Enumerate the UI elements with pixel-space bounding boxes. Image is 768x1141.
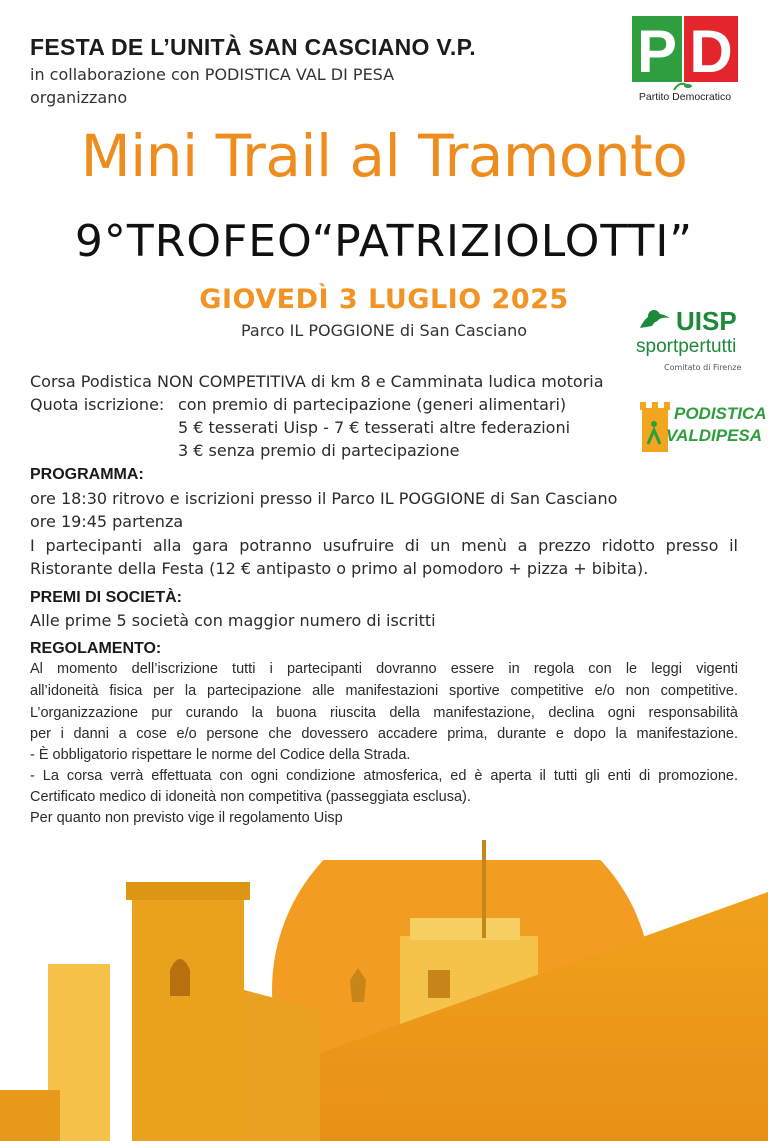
event-date: GIOVEDÌ 3 LUGLIO 2025 [199,284,569,315]
antenna [482,840,486,938]
uisp-icon [636,306,754,336]
podistica-line2: VALDIPESA [666,426,763,445]
premi-heading: PREMI DI SOCIETÀ: [30,589,183,606]
fee-line-2: 5 € tesserati Uisp - 7 € tesserati altre federazioni [178,418,571,437]
regolamento-line: Per quanto non previsto vige il regolamento Uisp [30,810,343,826]
organize-line: organizzano [30,88,128,107]
castle-tower [132,892,244,1141]
regolamento-heading: REGOLAMENTO: [30,640,162,657]
programma-line-2: ore 19:45 partenza [30,512,184,531]
uisp-slogan: sportpertutti [636,336,737,357]
programma-line-1: ore 18:30 ritrovo e iscrizioni presso il Parco IL POGGIONE di San Casciano [30,489,618,508]
podistica-logo [636,398,767,454]
regolamento-line: L’organizzazione pur curando la buona riuscita della manifestazione, declina ogni responsabilità [30,705,738,721]
regolamento-line: all’idoneità fisica per la partecipazione alle manifestazioni sportive competitive e/o non competitive. [30,683,738,699]
event-venue: Parco IL POGGIONE di San Casciano [240,321,528,340]
trophy-name: 9°TROFEO“PATRIZIOLOTTI” [74,216,694,267]
regolamento-line: Certificato medico di idoneità non competitiva (passeggiata esclusa). [30,789,471,805]
pd-logo [630,16,740,106]
organizer-title: FESTA DE L’UNITÀ SAN CASCIANO V.P. [30,34,476,60]
fee-label: Quota iscrizione: [30,395,165,414]
collaboration-line: in collaborazione con PODISTICA VAL DI PESA [30,65,395,84]
fee-line-3: 3 € senza premio di partecipazione [178,441,460,460]
pd-caption: Partito Democratico [638,91,732,103]
uisp-logo [636,306,754,378]
race-description: Corsa Podistica NON COMPETITIVA di km 8 e Camminata ludica motoria [30,372,604,391]
event-title: Mini Trail al Tramonto [80,122,688,190]
svg-text:UISP: UISP [676,306,737,336]
sunset-castle-illustration [0,840,768,1141]
regolamento-line: per i danni a cose e/o persone che dovessero accadere prima, durante e dopo la manifestazione. [30,726,738,742]
podistica-line1: PODISTICA [674,404,767,423]
uisp-committee: Comitato di Firenze [664,363,742,372]
regolamento-line: - È obbligatorio rispettare le norme del Codice della Strada. [30,747,411,763]
regolamento-line: Al momento dell’iscrizione tutti i partecipanti dovranno essere in regola con le leggi vigenti [30,661,738,677]
premi-line-1: Alle prime 5 società con maggior numero di iscritti [30,611,436,630]
regolamento-line: - La corsa verrà effettuata con ogni condizione atmosferica, ed è aperta il tutti gli enti di promozione. [30,768,738,784]
fee-line-1: con premio di partecipazione (generi alimentari) [178,395,567,414]
programma-line-4: Ristorante della Festa (12 € antipasto o primo al pomodoro + pizza + bibita). [30,559,649,578]
svg-text:D: D [689,18,733,85]
programma-line-3: I partecipanti alla gara potranno usufruire di un menù a prezzo ridotto presso il [30,536,738,555]
programma-heading: PROGRAMMA: [30,466,144,483]
svg-text:P: P [636,18,678,85]
tower-window [170,959,190,996]
